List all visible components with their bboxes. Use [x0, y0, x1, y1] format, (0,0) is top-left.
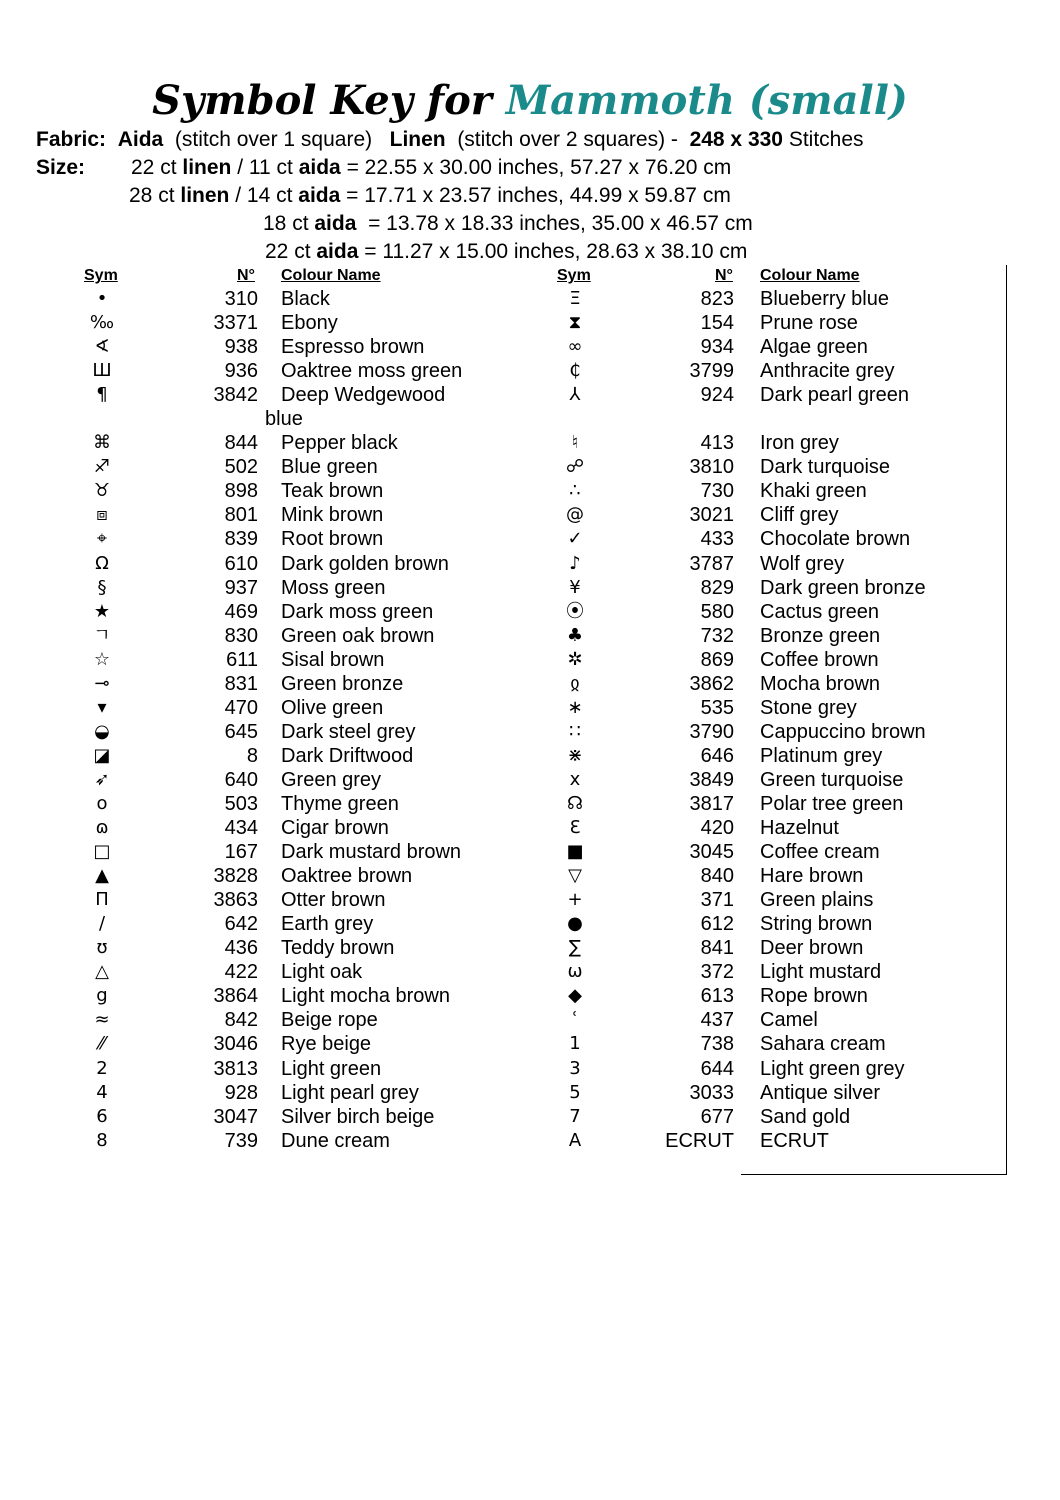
colour-name: Dark pearl green: [760, 384, 909, 407]
floss-number: 3371: [213, 312, 258, 335]
table-row: [0, 984, 1060, 1008]
colour-name: Algae green: [760, 336, 868, 359]
colour-name: Deep Wedgewood: [281, 384, 446, 407]
title-prefix: Symbol Key for: [152, 77, 492, 124]
table-row: [0, 600, 1060, 624]
fabric-line: [36, 126, 864, 154]
colour-name: Cliff grey: [760, 504, 839, 527]
floss-number: 502: [224, 456, 258, 479]
symbol-icon: ∴: [569, 480, 581, 502]
symbol-icon: •: [96, 288, 108, 309]
colour-name: Dark mustard brown: [281, 841, 462, 864]
symbol-icon: ♣: [566, 624, 584, 646]
table-row: [0, 1081, 1060, 1105]
colour-name: Otter brown: [281, 889, 386, 912]
symbol-icon: @: [566, 504, 584, 526]
colour-name: Oaktree brown: [281, 865, 413, 888]
colour-name: Sahara cream: [760, 1033, 886, 1056]
floss-number: 730: [700, 480, 734, 503]
colour-name: Dark Driftwood: [281, 744, 414, 767]
table-row: [0, 311, 1060, 335]
colour-name: Cigar brown: [281, 817, 389, 840]
floss-number: 3799: [689, 360, 734, 383]
fabric-linen-note: (stitch over 2 squares) -: [457, 128, 678, 151]
size-label: Size:: [36, 156, 86, 179]
floss-number: 842: [224, 1009, 258, 1032]
symbol-icon: ʿ: [572, 1009, 578, 1031]
symbol-icon: A: [568, 1129, 582, 1151]
floss-number: 371: [700, 889, 734, 912]
table-row: [0, 527, 1060, 551]
colour-name: Blue green: [281, 456, 378, 479]
symbol-icon: ∷: [569, 720, 581, 742]
floss-number: 801: [224, 504, 258, 527]
colour-name: Teak brown: [281, 480, 384, 503]
floss-number: 645: [224, 720, 258, 743]
header-num-left: N°: [237, 267, 255, 284]
colour-name: Thyme green: [281, 793, 399, 815]
symbol-icon: ɷ: [95, 817, 109, 839]
colour-name: Light pearl grey: [281, 1081, 419, 1104]
header-sym-right: Sym: [557, 267, 591, 284]
colour-name: Oaktree moss green: [281, 360, 463, 383]
floss-number: 3046: [213, 1033, 258, 1056]
colour-name: Sisal brown: [281, 648, 385, 671]
floss-number: 841: [700, 937, 734, 960]
colour-name: Dark green bronze: [760, 576, 926, 599]
floss-number: 3045: [689, 841, 734, 864]
symbol-icon: ₵: [569, 360, 581, 382]
floss-number: 839: [224, 528, 258, 551]
symbol-icon: /: [98, 913, 106, 935]
table-row: [0, 431, 1060, 455]
symbol-icon: ◪: [93, 744, 111, 766]
right-symbol-table: [0, 287, 1060, 1153]
symbol-icon: ♐: [93, 456, 111, 478]
floss-number: 8: [246, 744, 258, 767]
floss-number: 611: [226, 648, 258, 671]
table-row: [0, 624, 1060, 648]
colour-name: ECRUT: [760, 1129, 829, 1152]
colour-name: Deer brown: [760, 937, 864, 960]
floss-number: 823: [700, 288, 734, 310]
right-border-line: [1006, 265, 1007, 1175]
table-row: [0, 335, 1060, 359]
header-num-right: N°: [715, 267, 733, 284]
colour-name: Green oak brown: [281, 624, 435, 647]
floss-number: 829: [700, 576, 734, 599]
floss-number: 3863: [213, 889, 258, 912]
table-row: [0, 840, 1060, 864]
floss-number: 503: [224, 793, 258, 815]
colour-name: Light green: [281, 1057, 382, 1080]
floss-number: 433: [700, 528, 734, 551]
colour-name: Blueberry blue: [760, 288, 889, 310]
symbol-icon: 3: [569, 1057, 581, 1079]
floss-number: 3021: [689, 504, 734, 527]
floss-number: 831: [224, 672, 258, 695]
floss-number: 167: [224, 841, 258, 864]
symbol-icon: 5: [569, 1081, 581, 1103]
symbol-icon: ⋇: [567, 744, 583, 766]
symbol-icon: ¶: [96, 384, 108, 406]
colour-name: Khaki green: [760, 480, 867, 503]
table-row: [0, 912, 1060, 936]
symbol-icon: ♪: [569, 552, 581, 574]
symbol-icon: ⧈: [96, 504, 108, 526]
floss-number: 154: [700, 312, 734, 335]
floss-number: 437: [700, 1009, 734, 1032]
colour-name: Green bronze: [281, 672, 404, 695]
symbol-icon: ∢: [94, 336, 110, 358]
colour-name: Green grey: [281, 768, 382, 791]
colour-name: Ebony: [281, 312, 338, 335]
colour-name: Silver birch beige: [281, 1105, 435, 1128]
colour-name: Antique silver: [760, 1081, 881, 1104]
table-row: [0, 960, 1060, 984]
table-row: [0, 672, 1060, 696]
symbol-icon: ⌘: [93, 432, 111, 454]
symbol-icon: ∞: [567, 336, 583, 358]
colour-name: Mink brown: [281, 504, 384, 527]
symbol-icon: ω: [567, 961, 583, 983]
symbol-icon: ⅄: [569, 384, 581, 406]
symbol-icon: ■: [566, 841, 584, 863]
floss-number: ECRUT: [665, 1129, 734, 1152]
table-row: [0, 648, 1060, 672]
colour-name: Rope brown: [760, 985, 868, 1008]
floss-number: 610: [224, 552, 258, 575]
colour-name: Cappuccino brown: [760, 720, 926, 743]
fabric-linen: Linen: [389, 128, 446, 151]
floss-number: 646: [700, 744, 734, 767]
floss-number: 840: [700, 865, 734, 888]
floss-number: 739: [224, 1129, 258, 1152]
symbol-icon: o: [96, 793, 108, 814]
colour-name-continued: blue: [265, 408, 303, 431]
colour-name: Green turquoise: [760, 768, 904, 791]
symbol-icon: ¥: [569, 576, 581, 598]
table-row: [0, 864, 1060, 888]
floss-number: 469: [224, 600, 258, 623]
table-row: [0, 455, 1060, 479]
floss-number: 535: [700, 696, 734, 719]
colour-name: Dune cream: [281, 1129, 390, 1152]
floss-number: 844: [224, 432, 258, 455]
symbol-icon: ▲: [95, 865, 109, 887]
colour-name: Black: [281, 288, 330, 310]
symbol-icon: 6: [96, 1105, 108, 1127]
symbol-icon: ◆: [568, 985, 582, 1007]
table-row: [0, 792, 1060, 816]
floss-number: 928: [224, 1081, 258, 1104]
symbol-icon: ◒: [94, 720, 110, 742]
colour-name: Wolf grey: [760, 552, 845, 575]
fabric-aida: Aida: [117, 128, 164, 151]
colour-name: Sand gold: [760, 1105, 851, 1128]
floss-number: 937: [224, 576, 258, 599]
colour-name: Polar tree green: [760, 793, 904, 815]
floss-number: 642: [224, 913, 258, 936]
header-name-left: Colour Name: [281, 267, 381, 284]
table-row: [0, 768, 1060, 792]
symbol-icon: Ɛ: [569, 817, 581, 839]
floss-number: 3787: [689, 552, 734, 575]
floss-number: 3862: [689, 672, 734, 695]
colour-name: Anthracite grey: [760, 360, 895, 383]
colour-name: Coffee cream: [760, 841, 880, 864]
colour-name: Stone grey: [760, 696, 857, 719]
symbol-icon: ⊸: [94, 672, 110, 694]
size-line-2: 28 ct linen / 14 ct aida = 17.71 x 23.57 inches, 44.99 x 59.87 cm: [129, 184, 731, 207]
colour-name: Dark steel grey: [281, 720, 416, 743]
header-name-right: Colour Name: [760, 267, 860, 284]
symbol-icon: Ω: [95, 552, 109, 574]
stitch-word: Stitches: [788, 128, 864, 151]
symbol-icon: 1: [569, 1033, 581, 1055]
colour-name: String brown: [760, 913, 873, 936]
symbol-icon: 8: [96, 1129, 108, 1151]
floss-number: 677: [700, 1105, 734, 1128]
symbol-icon: Π: [95, 889, 109, 911]
symbol-icon: ⧗: [568, 312, 582, 334]
bottom-border-line: [741, 1174, 1007, 1175]
floss-number: 434: [224, 817, 258, 840]
symbol-icon: Ξ: [569, 288, 581, 309]
symbol-icon: Ш: [92, 360, 112, 382]
symbol-icon: ♉: [93, 480, 111, 502]
symbol-icon: ⁄⁄: [98, 1033, 105, 1055]
table-row: [0, 696, 1060, 720]
floss-number: 3864: [213, 985, 258, 1008]
symbol-icon: □: [93, 841, 111, 863]
floss-number: 420: [700, 817, 734, 840]
symbol-icon: ∑: [568, 937, 582, 959]
table-row: [0, 888, 1060, 912]
table-row: [0, 1129, 1060, 1153]
floss-number: 640: [224, 768, 258, 791]
header-sym-left: Sym: [84, 267, 118, 284]
floss-number: 3033: [689, 1081, 734, 1104]
colour-name: Cactus green: [760, 600, 879, 623]
symbol-icon: ㄱ: [93, 624, 111, 646]
floss-number: 738: [700, 1033, 734, 1056]
colour-name: Chocolate brown: [760, 528, 911, 551]
colour-name: Platinum grey: [760, 744, 883, 767]
symbol-icon: ♮: [571, 432, 579, 454]
colour-name: Rye beige: [281, 1033, 372, 1056]
colour-name: Hazelnut: [760, 817, 839, 840]
size-line-1: 22 ct linen / 11 ct aida = 22.55 x 30.00 inches, 57.27 x 76.20 cm: [131, 156, 732, 179]
symbol-icon: ●: [567, 913, 583, 935]
symbol-icon: g: [96, 985, 108, 1007]
colour-name: Coffee brown: [760, 648, 879, 671]
floss-number: 436: [224, 937, 258, 960]
symbol-icon: ≈: [94, 1009, 110, 1031]
floss-number: 3047: [213, 1105, 258, 1128]
colour-name: Light green grey: [760, 1057, 905, 1080]
colour-name: Hare brown: [760, 865, 864, 888]
size-line-4: 22 ct aida = 11.27 x 15.00 inches, 28.63 x 38.10 cm: [265, 240, 748, 263]
floss-number: 3817: [689, 793, 734, 815]
table-row: [0, 936, 1060, 960]
fabric-aida-note: (stitch over 1 square): [174, 128, 373, 151]
colour-name: Earth grey: [281, 913, 374, 936]
floss-number: 934: [700, 336, 734, 359]
colour-name: Iron grey: [760, 432, 839, 455]
colour-name: Dark moss green: [281, 600, 434, 623]
colour-name: Mocha brown: [760, 672, 881, 695]
floss-number: 612: [700, 913, 734, 936]
symbol-icon: ✲: [567, 648, 583, 670]
floss-number: 372: [700, 961, 734, 984]
symbol-icon: +: [567, 889, 583, 911]
symbol-icon: ▾: [97, 696, 107, 718]
floss-number: 3828: [213, 865, 258, 888]
colour-name: Olive green: [281, 696, 384, 719]
table-row: [0, 1008, 1060, 1032]
colour-name: Green plains: [760, 889, 874, 912]
table-row: [0, 359, 1060, 383]
symbol-icon: §: [97, 576, 107, 598]
table-row: [0, 287, 1060, 311]
symbol-icon: △: [95, 961, 109, 983]
symbol-icon: ☍: [565, 456, 585, 478]
colour-name: Prune rose: [760, 312, 858, 335]
table-row: [0, 1057, 1060, 1081]
symbol-icon: ✓: [567, 528, 583, 550]
table-row: [0, 503, 1060, 527]
table-row: [0, 1032, 1060, 1056]
symbol-icon: ☆: [93, 648, 111, 670]
floss-number: 3849: [689, 768, 734, 791]
table-row: [0, 383, 1060, 431]
colour-name: Dark golden brown: [281, 552, 449, 575]
floss-number: 613: [700, 985, 734, 1008]
colour-name: Camel: [760, 1009, 818, 1032]
colour-name: Beige rope: [281, 1009, 378, 1032]
symbol-icon: ჲ: [570, 672, 580, 694]
symbol-icon: x: [569, 768, 581, 790]
colour-name: Bronze green: [760, 624, 881, 647]
colour-name: Root brown: [281, 528, 384, 551]
colour-name: Light oak: [281, 961, 363, 984]
symbol-icon: ∗: [567, 696, 583, 718]
floss-number: 936: [224, 360, 258, 383]
page-title: [0, 76, 1060, 126]
floss-number: 732: [700, 624, 734, 647]
floss-number: 3842: [213, 384, 258, 407]
table-row: [0, 552, 1060, 576]
symbol-icon: ⦿: [566, 600, 584, 622]
stitch-count: 248 x 330: [689, 128, 783, 151]
symbol-icon: ★: [93, 600, 111, 622]
colour-name: Espresso brown: [281, 336, 425, 359]
table-row: [0, 576, 1060, 600]
symbol-icon: 2: [96, 1057, 108, 1079]
floss-number: 3813: [213, 1057, 258, 1080]
symbol-icon: ➶: [94, 768, 110, 790]
floss-number: 830: [224, 624, 258, 647]
symbol-icon: ☊: [567, 793, 583, 814]
symbol-icon: ʊ: [96, 937, 108, 959]
table-row: [0, 720, 1060, 744]
symbol-icon: ‰: [89, 312, 115, 334]
table-row: [0, 1105, 1060, 1129]
colour-name: Teddy brown: [281, 937, 395, 960]
floss-number: 3790: [689, 720, 734, 743]
colour-name: Dark turquoise: [760, 456, 891, 479]
colour-name: Light mocha brown: [281, 985, 450, 1008]
colour-name: Pepper black: [281, 432, 398, 455]
floss-number: 898: [224, 480, 258, 503]
size-line-3: 18 ct aida = 13.78 x 18.33 inches, 35.00 x 46.57 cm: [263, 212, 753, 235]
symbol-icon: 4: [96, 1081, 108, 1103]
floss-number: 413: [700, 432, 734, 455]
title-pattern-name: Mammoth (small): [505, 77, 908, 124]
floss-number: 3810: [689, 456, 734, 479]
table-row: [0, 816, 1060, 840]
floss-number: 938: [224, 336, 258, 359]
table-row: [0, 479, 1060, 503]
fabric-label: Fabric:: [36, 128, 107, 151]
floss-number: 470: [224, 696, 258, 719]
colour-name: Light mustard: [760, 961, 882, 984]
colour-name: Moss green: [281, 576, 386, 599]
symbol-icon: 7: [569, 1105, 581, 1127]
floss-number: 644: [700, 1057, 734, 1080]
symbol-icon: ▽: [568, 865, 582, 887]
table-row: [0, 744, 1060, 768]
symbol-icon: ⌖: [96, 528, 108, 550]
floss-number: 580: [700, 600, 734, 623]
floss-number: 310: [224, 288, 258, 310]
floss-number: 869: [700, 648, 734, 671]
floss-number: 422: [224, 961, 258, 984]
floss-number: 924: [700, 384, 734, 407]
